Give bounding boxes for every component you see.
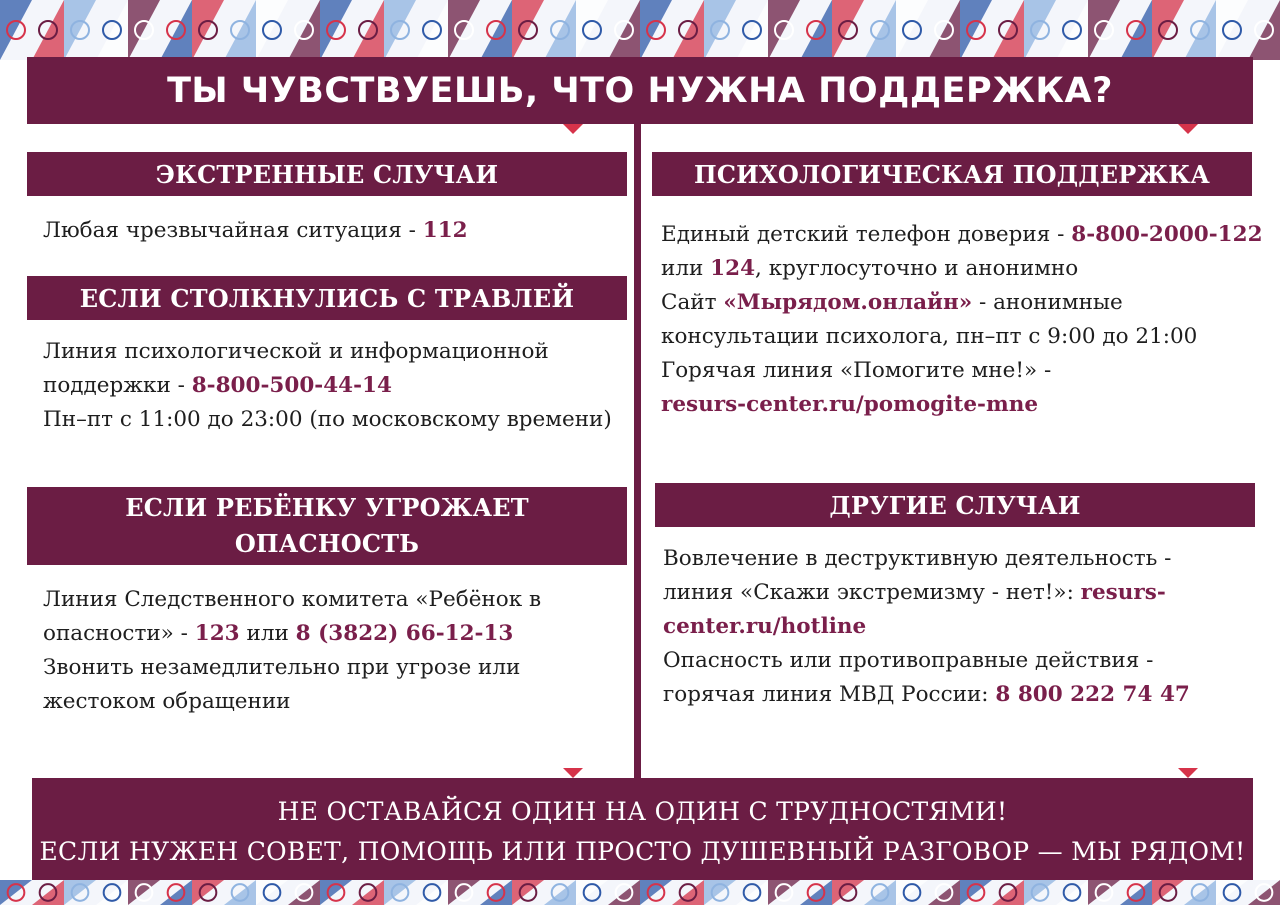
other-link-part1[interactable]: resurs- [1080,580,1166,605]
psych-info [661,218,1263,422]
page-title: ТЫ ЧУВСТВУЕШЬ, ЧТО НУЖНА ПОДДЕРЖКА? [27,57,1253,124]
danger-header-line2: ОПАСНОСТЬ [234,529,420,558]
footer-banner [32,778,1253,885]
other-line2: линия «Скажи экстремизму - нет!»: [663,580,1081,605]
danger-line1: Линия Следственного комитета «Ребёнок в [43,587,542,612]
danger-or: или [239,621,296,646]
bullying-line2: поддержки - [43,373,192,398]
danger-info [43,583,541,719]
section-header-danger [27,487,627,565]
psych-line4: консультации психолога, пн–пт с 9:00 до 21:00 [661,324,1198,349]
section-header-bullying: ЕСЛИ СТОЛКНУЛИСЬ С ТРАВЛЕЙ [27,276,627,320]
other-line1: Вовлечение в деструктивную деятельность - [663,546,1172,571]
danger-phone-long[interactable]: 8 (3822) 66-12-13 [295,621,514,646]
triangle-ornament [563,768,583,778]
section-header-emergency: ЭКСТРЕННЫЕ СЛУЧАИ [27,152,627,196]
emergency-info [43,214,468,248]
triangle-ornament [1178,768,1198,778]
psych-phone-main[interactable]: 8-800-2000-122 [1071,222,1263,247]
danger-line3: Звонить незамедлительно при угрозе или [43,655,521,680]
emergency-text: Любая чрезвычайная ситуация - [43,218,423,243]
bullying-hours: Пн–пт с 11:00 до 23:00 (по московскому времени) [43,407,612,432]
other-line4: Опасность или противоправные действия - [663,648,1154,673]
psych-phone-short[interactable]: 124 [710,256,756,281]
triangle-ornament [563,124,583,134]
footer-line2: ЕСЛИ НУЖЕН СОВЕТ, ПОМОЩЬ ИЛИ ПРОСТО ДУШЕВНЫЙ РАЗГОВОР — МЫ РЯДОМ! [39,836,1246,866]
other-phone[interactable]: 8 800 222 74 47 [995,682,1190,707]
danger-line2: опасности» - [43,621,195,646]
psych-line5: Горячая линия «Помогите мне!» - [661,358,1052,383]
other-info [663,542,1190,712]
bullying-line1: Линия психологической и информационной [43,339,549,364]
danger-phone-short[interactable]: 123 [194,621,240,646]
psych-line2-suffix: , круглосуточно и анонимно [755,256,1079,281]
psych-line3-suffix: - анонимные [972,290,1123,315]
psych-site-link[interactable]: «Мырядом.онлайн» [723,290,973,315]
section-header-psych: ПСИХОЛОГИЧЕСКАЯ ПОДДЕРЖКА [652,152,1252,196]
section-header-other: ДРУГИЕ СЛУЧАИ [655,483,1255,527]
column-divider [634,124,641,780]
danger-header-line1: ЕСЛИ РЕБЁНКУ УГРОЖАЕТ [125,493,529,522]
bottom-decorative-pattern [0,880,1280,905]
bullying-info [43,335,612,437]
emergency-phone[interactable]: 112 [422,218,468,243]
psych-line1: Единый детский телефон доверия - [661,222,1072,247]
triangle-ornament [1178,124,1198,134]
psych-line3-prefix: Сайт [661,290,724,315]
psych-line2-prefix: или [661,256,711,281]
bullying-phone[interactable]: 8-800-500-44-14 [191,373,392,398]
other-link-part2[interactable]: center.ru/hotline [663,614,867,639]
psych-hotline-link[interactable]: resurs-center.ru/pomogite-mne [661,392,1039,417]
top-decorative-pattern [0,0,1280,60]
danger-line4: жестоком обращении [43,689,291,714]
other-line5: горячая линия МВД России: [663,682,996,707]
footer-line1: НЕ ОСТАВАЙСЯ ОДИН НА ОДИН С ТРУДНОСТЯМИ! [277,796,1008,826]
